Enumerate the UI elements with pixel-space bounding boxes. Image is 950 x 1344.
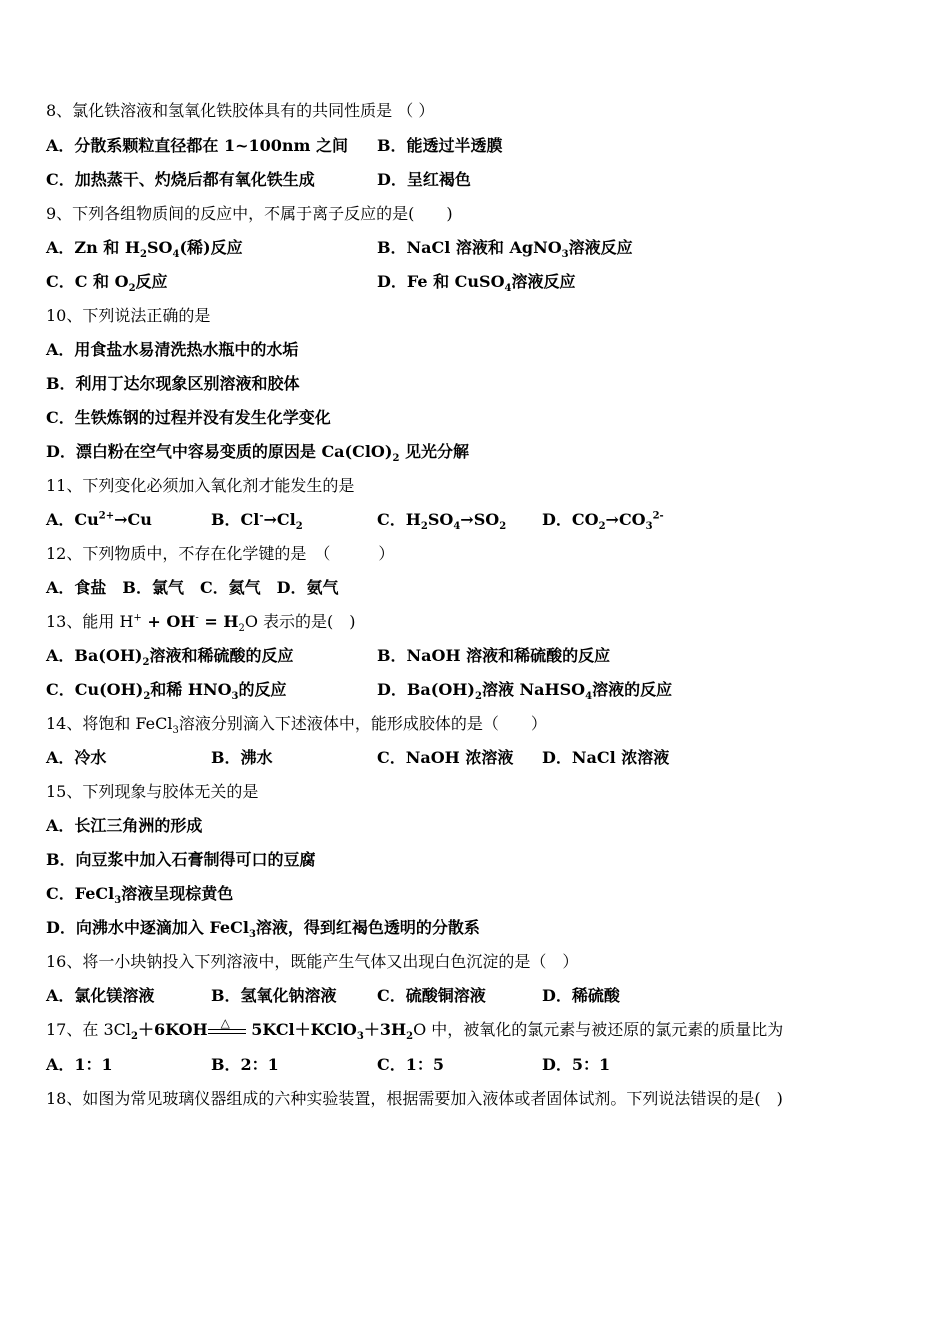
question-10-option-a: A．用食盐水易清洗热水瓶中的水垢: [46, 340, 299, 359]
q13-sub1: 2: [238, 623, 245, 635]
q17-sub1: 2: [131, 1031, 138, 1043]
question-15-option-b: B．向豆浆中加入石膏制得可口的豆腐: [46, 850, 316, 869]
question-16-option-a: A．氯化镁溶液: [46, 986, 155, 1005]
question-9-option-d: [377, 272, 576, 295]
q11-b-pre: B．Cl: [211, 510, 260, 529]
q9-a-pre: A．Zn 和 H: [46, 238, 140, 257]
heat-equals-sign: [208, 1015, 246, 1041]
q11-d-mid: →CO: [605, 510, 646, 529]
q13-d-pre: D．Ba(OH): [377, 680, 475, 699]
q17-pre: 17、在 3Cl: [46, 1020, 131, 1039]
q11-c-sub1: 2: [420, 521, 428, 533]
heat-triangle-icon: △: [220, 1015, 230, 1030]
q17-mid2: 5KCl＋KClO: [245, 1020, 357, 1039]
question-15-option-c: [46, 884, 234, 907]
q15-d-post: 溶液，得到红褐色透明的分散系: [255, 918, 480, 937]
q17-sub3: 2: [406, 1031, 414, 1043]
question-15-stem: 15、下列现象与胶体无关的是: [46, 782, 259, 801]
q13-c-sub1: 2: [143, 691, 151, 703]
q9-a-mid: SO: [146, 238, 173, 257]
q13-c-pre: C．Cu(OH): [46, 680, 144, 699]
q9-c-pre: C．C 和 O: [46, 272, 129, 291]
q9-b-post: 溶液反应: [568, 238, 633, 257]
question-11-option-d: [542, 510, 664, 533]
q10-d-sub1: 2: [392, 453, 400, 465]
q11-b-mid: →Cl: [263, 510, 296, 529]
q13-mid2: = H: [198, 612, 239, 631]
question-16-stem: 16、将一小块钠投入下列溶液中，既能产生气体又出现白色沉淀的是（ ）: [46, 952, 579, 971]
q11-a-post: →Cu: [114, 510, 152, 529]
question-9-option-b: [377, 238, 633, 261]
question-13-option-d: [377, 680, 673, 703]
q9-b-sub1: 3: [561, 249, 569, 261]
question-17-option-d: D．5：1: [542, 1055, 611, 1074]
q14-sub1: 3: [172, 725, 179, 737]
q15-d-pre: D．向沸水中逐滴加入 FeCl: [46, 918, 249, 937]
q13-c-mid: 和稀 HNO: [150, 680, 232, 699]
q9-c-sub1: 2: [128, 283, 136, 295]
question-18-stem: 18、如图为常见玻璃仪器组成的六种实验装置，根据需要加入液体或者固体试剂。下列说法错误的是( ): [46, 1089, 783, 1108]
question-9-option-c: [46, 272, 168, 295]
q15-c-sub1: 3: [114, 895, 122, 907]
q9-d-pre: D．Fe 和 CuSO: [377, 272, 505, 291]
question-17-option-b: B．2：1: [211, 1055, 279, 1074]
equals-bar-top: [208, 1029, 246, 1030]
question-17-option-a: A．1：1: [46, 1055, 113, 1074]
q11-b-sub1: 2: [295, 521, 303, 533]
q13-sup1: +: [133, 612, 142, 624]
question-14-option-b: B．沸水: [211, 748, 273, 767]
q10-d-pre: D．漂白粉在空气中容易变质的原因是 Ca(ClO): [46, 442, 393, 461]
q14-pre: 14、将饱和 FeCl: [46, 714, 173, 733]
q13-a-sub1: 2: [142, 657, 150, 669]
q9-c-post: 反应: [135, 272, 168, 291]
q11-d-sub2: 3: [645, 521, 653, 533]
question-14-option-a: A．冷水: [46, 748, 107, 767]
question-17-option-c: C．1：5: [377, 1055, 445, 1074]
question-16-option-c: C．硫酸铜溶液: [377, 986, 486, 1005]
question-17-stem: [46, 1015, 784, 1043]
q17-mid3: ＋3H: [363, 1020, 407, 1039]
question-10-stem: 10、下列说法正确的是: [46, 306, 211, 325]
q15-d-sub1: 3: [248, 929, 256, 941]
question-11-stem: 11、下列变化必须加入氧化剂才能发生的是: [46, 476, 355, 495]
question-8-option-d: D．呈红褐色: [377, 170, 471, 189]
q13-c-post: 的反应: [238, 680, 287, 699]
q13-a-post: 溶液和稀硫酸的反应: [149, 646, 294, 665]
question-11-option-b: [211, 510, 303, 533]
q13-d-sub1: 2: [474, 691, 482, 703]
question-14-option-c: C．NaOH 浓溶液: [377, 748, 514, 767]
q13-a-pre: A．Ba(OH): [46, 646, 143, 665]
q11-a-sup: 2+: [98, 510, 115, 522]
q13-d-mid: 溶液 NaHSO: [481, 680, 586, 699]
question-14-option-d: D．NaCl 浓溶液: [542, 748, 670, 767]
question-14-stem: [46, 714, 547, 737]
q9-b-pre: B．NaCl 溶液和 AgNO: [377, 238, 562, 257]
question-11-option-c: [377, 510, 507, 533]
q15-c-pre: C．FeCl: [46, 884, 115, 903]
question-16-option-d: D．稀硫酸: [542, 986, 620, 1005]
question-10-option-c: C．生铁炼钢的过程并没有发生化学变化: [46, 408, 331, 427]
question-13-option-a: [46, 646, 294, 669]
q13-pre: 13、能用 H: [46, 612, 134, 631]
q13-mid1: + OH: [141, 612, 196, 631]
question-8-option-a: A．分散系颗粒直径都在 1~100nm 之间: [46, 136, 349, 155]
q11-c-pre: C．H: [377, 510, 421, 529]
q15-c-post: 溶液呈现棕黄色: [121, 884, 234, 903]
question-8-option-c: C．加热蒸干、灼烧后都有氧化铁生成: [46, 170, 315, 189]
q9-a-sub2: 4: [172, 249, 180, 261]
q11-b-sup: -: [259, 510, 264, 522]
q11-c-sub2: 4: [453, 521, 461, 533]
q11-d-pre: D．CO: [542, 510, 599, 529]
question-15-option-a: A．长江三角洲的形成: [46, 816, 203, 835]
q11-c-sub3: 2: [499, 521, 507, 533]
q9-a-sub1: 2: [140, 249, 147, 261]
question-9-stem: 9、下列各组物质间的反应中，不属于离子反应的是( ): [46, 204, 453, 223]
question-13-option-c: [46, 680, 287, 703]
question-16-option-b: B．氢氧化钠溶液: [211, 986, 337, 1005]
question-15-option-d: [46, 918, 480, 941]
q17-sub2: 3: [356, 1031, 364, 1043]
q13-d-sub2: 4: [585, 691, 593, 703]
q13-sup2: -: [195, 612, 199, 624]
question-10-option-b: B．利用丁达尔现象区别溶液和胶体: [46, 374, 300, 393]
question-10-option-d: [46, 442, 469, 465]
q14-post: 溶液分别滴入下述液体中，能形成胶体的是（ ）: [178, 714, 547, 733]
question-11-option-a: [46, 510, 152, 530]
q9-d-post: 溶液反应: [511, 272, 576, 291]
q13-d-post: 溶液的反应: [592, 680, 673, 699]
q17-post: O 中，被氧化的氯元素与被还原的氯元素的质量比为: [413, 1020, 784, 1039]
q9-a-post: (稀)反应: [179, 238, 243, 257]
q11-c-mid2: →SO: [460, 510, 500, 529]
equals-bar-bottom: [208, 1033, 246, 1034]
q11-a-pre: A．Cu: [46, 510, 99, 529]
q13-c-sub2: 3: [231, 691, 239, 703]
question-12-options: A．食盐 B．氯气 C．氦气 D．氨气: [46, 578, 339, 597]
question-13-stem: [46, 612, 356, 635]
q11-c-mid: SO: [427, 510, 454, 529]
q11-d-sub1: 2: [598, 521, 606, 533]
q10-d-post: 见光分解: [399, 442, 469, 461]
q11-d-sup: 2-: [652, 510, 664, 522]
question-8-stem: 8、氯化铁溶液和氢氧化铁胶体具有的共同性质是 （ ）: [46, 101, 435, 120]
q13-post: O 表示的是( ): [244, 612, 356, 631]
q9-d-sub1: 4: [504, 283, 512, 295]
question-13-option-b: B．NaOH 溶液和稀硫酸的反应: [377, 646, 611, 665]
q17-mid1: ＋6KOH: [137, 1020, 208, 1039]
question-8-option-b: B．能透过半透膜: [377, 136, 503, 155]
question-9-option-a: [46, 238, 243, 261]
question-12-stem: 12、下列物质中，不存在化学键的是 （ ）: [46, 544, 395, 563]
